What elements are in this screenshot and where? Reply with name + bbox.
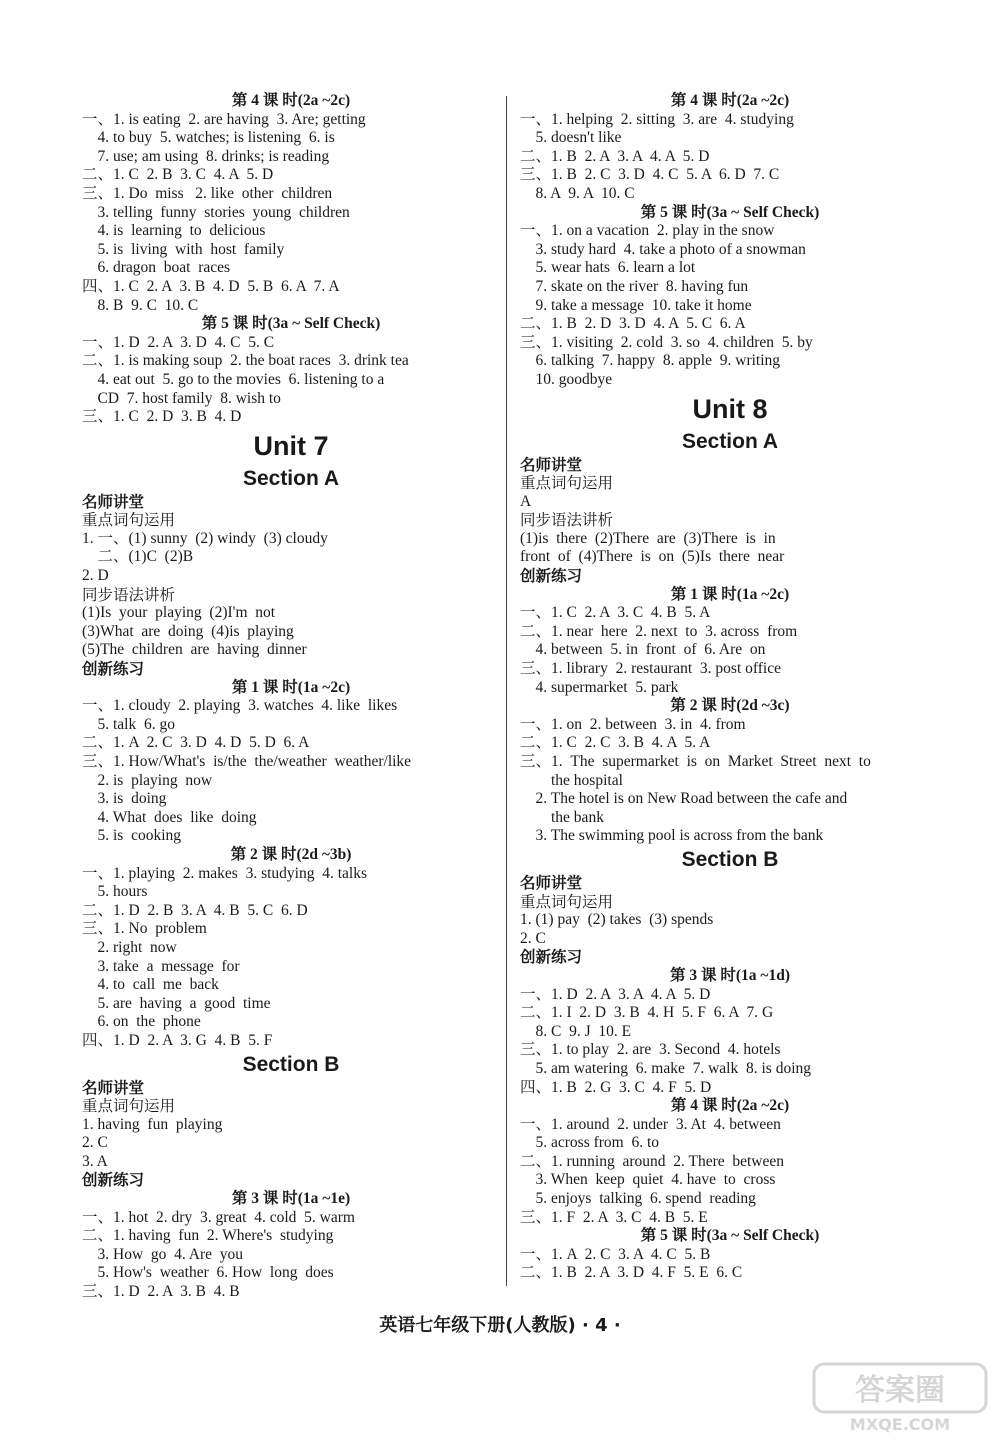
- answer-line: 二、1. running around 2. There between: [520, 1152, 785, 1170]
- subcategory-heading: 重点词句运用: [520, 474, 614, 493]
- answer-line: 2. The hotel is on New Road between the cafe and: [520, 790, 848, 808]
- section-title-section-b: Section B: [681, 847, 779, 871]
- answer-line: 5. am watering 6. make 7. walk 8. is doing: [520, 1059, 812, 1077]
- answer-line: 5. How's weather 6. How long does: [82, 1264, 334, 1282]
- answer-line: 二、1. B 2. A 3. A 4. A 5. D: [520, 147, 710, 165]
- answer-line: 5. doesn't like: [520, 129, 622, 147]
- answer-line: 一、1. D 2. A 3. D 4. C 5. C: [82, 333, 275, 351]
- section-title-section-a: Section A: [242, 466, 340, 490]
- answer-line: 三、1. to play 2. are 3. Second 4. hotels: [520, 1041, 781, 1059]
- answer-line: 二、1. I 2. D 3. B 4. H 5. F 6. A 7. G: [520, 1004, 774, 1022]
- left-column: [82, 92, 500, 1302]
- answer-line: 一、1. A 2. C 3. A 4. C 5. B: [520, 1245, 711, 1263]
- answer-line: 一、1. helping 2. sitting 3. are 4. studying: [520, 110, 794, 128]
- lesson-heading: 第 3 课 时(1a ~1e): [231, 1190, 351, 1208]
- subcategory-heading: 同步语法讲析: [82, 585, 176, 604]
- answer-line: 5. wear hats 6. learn a lot: [520, 259, 696, 277]
- category-heading: 名师讲堂: [520, 873, 583, 892]
- svg-text:答案圈: 答案圈: [855, 1373, 945, 1408]
- answer-line: 二、1. B 2. A 3. D 4. F 5. E 6. C: [520, 1264, 743, 1282]
- answer-line: 一、1. D 2. A 3. A 4. A 5. D: [520, 985, 711, 1003]
- answer-line: 2. right now: [82, 938, 177, 956]
- answer-line: 4. What does like doing: [82, 808, 257, 826]
- lesson-heading: 第 5 课 时(3a ~ Self Check): [640, 1227, 820, 1245]
- answer-line: 4. to call me back: [82, 976, 219, 994]
- lesson-heading: 第 5 课 时(3a ~ Self Check): [640, 203, 820, 221]
- category-heading: 名师讲堂: [82, 492, 145, 511]
- answer-line: 2. is playing now: [82, 771, 213, 789]
- answer-line: 三、1. visiting 2. cold 3. so 4. children 5. by: [520, 333, 813, 351]
- category-heading: 创新练习: [520, 948, 583, 967]
- answer-line: (3)What are doing (4)is playing: [82, 622, 294, 640]
- answer-line: 5. enjoys talking 6. spend reading: [520, 1190, 756, 1208]
- lesson-heading: 第 2 课 时(2d ~3c): [670, 697, 790, 715]
- answer-line: the bank: [520, 808, 604, 826]
- answer-line: 一、1. on 2. between 3. in 4. from: [520, 715, 746, 733]
- answer-line: 4. supermarket 5. park: [520, 678, 679, 696]
- answer-line: 三、1. B 2. C 3. D 4. C 5. A 6. D 7. C: [520, 166, 780, 184]
- answer-line: 10. goodbye: [520, 370, 613, 388]
- answer-line: 二、1. D 2. B 3. A 4. B 5. C 6. D: [82, 901, 308, 919]
- subcategory-heading: 同步语法讲析: [520, 511, 614, 530]
- answer-line: 4. between 5. in front of 6. Are on: [520, 641, 766, 659]
- answer-line: 4. eat out 5. go to the movies 6. listening to a: [82, 370, 385, 388]
- answer-line: 三、1. How/What's is/the the/weather weather/like: [82, 753, 412, 770]
- category-heading: 创新练习: [82, 1171, 145, 1190]
- section-title-section-a: Section A: [681, 429, 779, 453]
- answer-line: 7. skate on the river 8. having fun: [520, 277, 749, 295]
- answer-line: 7. use; am using 8. drinks; is reading: [82, 147, 330, 165]
- lesson-heading: 第 2 课 时(2d ~3b): [230, 845, 352, 863]
- lesson-heading: 第 4 课 时(2a ~2c): [231, 92, 351, 109]
- answer-line: 9. take a message 10. take it home: [520, 296, 752, 314]
- answer-line: 3. take a message for: [82, 957, 240, 975]
- answer-line: 4. to buy 5. watches; is listening 6. is: [82, 129, 335, 147]
- answer-line: 三、1. D 2. A 3. B 4. B: [82, 1283, 240, 1301]
- answer-line: 二、1. near here 2. next to 3. across from: [520, 622, 798, 640]
- answer-line: 6. dragon boat races: [82, 259, 231, 277]
- answer-line: 一、1. hot 2. dry 3. great 4. cold 5. warm: [82, 1208, 355, 1226]
- answer-line: 6. talking 7. happy 8. apple 9. writing: [520, 352, 781, 370]
- watermark-logo: [812, 1362, 988, 1434]
- answer-line: 5. is living with host family: [82, 240, 285, 258]
- category-heading: 名师讲堂: [82, 1078, 145, 1097]
- answer-line: A: [520, 492, 532, 510]
- answer-line: 一、1. cloudy 2. playing 3. watches 4. like likes: [82, 697, 398, 715]
- answer-line: 5. is cooking: [82, 827, 182, 845]
- answer-line: 5. are having a good time: [82, 994, 271, 1012]
- answer-line: 3. A: [82, 1152, 108, 1170]
- answer-line: (1)Is your playing (2)I'm not: [82, 604, 276, 622]
- category-heading: 创新练习: [520, 567, 583, 586]
- answer-line: 3. When keep quiet 4. have to cross: [520, 1171, 776, 1189]
- subcategory-heading: 重点词句运用: [82, 1097, 176, 1116]
- unit-title-unit-8: Unit 8: [692, 393, 768, 424]
- answer-line: 5. talk 6. go: [82, 715, 175, 733]
- lesson-heading: 第 3 课 时(1a ~1d): [669, 966, 790, 984]
- column-divider: [506, 96, 507, 1286]
- answer-line: 二、1. C 2. C 3. B 4. A 5. A: [520, 734, 711, 752]
- answer-line: 三、1. F 2. A 3. C 4. B 5. E: [520, 1208, 708, 1226]
- lesson-heading: 第 4 课 时(2a ~2c): [670, 92, 790, 109]
- answer-line: 三、1. No problem: [82, 920, 207, 938]
- answer-line: 6. on the phone: [82, 1013, 201, 1031]
- answer-line: 四、1. B 2. G 3. C 4. F 5. D: [520, 1078, 712, 1096]
- answer-line: 二、1. C 2. B 3. C 4. A 5. D: [82, 166, 274, 184]
- category-heading: 名师讲堂: [520, 455, 583, 474]
- answer-line: 四、1. D 2. A 3. G 4. B 5. F: [82, 1031, 273, 1049]
- answer-line: the hospital: [520, 771, 623, 789]
- answer-line: 1. having fun playing: [82, 1115, 223, 1133]
- answer-line: 二、1. A 2. C 3. D 4. D 5. D 6. A: [82, 734, 310, 752]
- answer-line: 二、1. is making soup 2. the boat races 3. drink tea: [82, 352, 409, 370]
- answer-line: 3. How go 4. Are you: [82, 1245, 244, 1263]
- answer-line: 8. C 9. J 10. E: [520, 1022, 632, 1040]
- answer-line: 三、1. library 2. restaurant 3. post office: [520, 660, 781, 678]
- page-footer: 英语七年级下册(人教版) · 4 ·: [379, 1315, 621, 1336]
- answer-line: 一、1. on a vacation 2. play in the snow: [520, 222, 775, 240]
- answer-line: 一、1. around 2. under 3. At 4. between: [520, 1115, 781, 1133]
- lesson-heading: 第 5 课 时(3a ~ Self Check): [201, 315, 381, 333]
- subcategory-heading: 重点词句运用: [82, 511, 176, 530]
- section-title-section-b: Section B: [242, 1052, 340, 1076]
- lesson-heading: 第 4 课 时(2a ~2c): [670, 1097, 790, 1115]
- answer-line: CD 7. host family 8. wish to: [82, 389, 281, 407]
- answer-line: 一、1. C 2. A 3. C 4. B 5. A: [520, 604, 711, 622]
- answer-line: 1. 一、(1) sunny (2) windy (3) cloudy: [82, 529, 328, 547]
- answer-line: 三、1. Do miss 2. like other children: [82, 184, 333, 202]
- answer-line: 四、1. C 2. A 3. B 4. D 5. B 6. A 7. A: [82, 277, 340, 295]
- category-heading: 创新练习: [82, 660, 145, 679]
- right-column: [520, 92, 940, 1283]
- answer-line: 5. across from 6. to: [520, 1134, 660, 1152]
- answer-line: 3. is doing: [82, 790, 167, 808]
- subcategory-heading: 重点词句运用: [520, 892, 614, 911]
- answer-line: 3. study hard 4. take a photo of a snowman: [520, 240, 806, 258]
- answer-line: (5)The children are having dinner: [82, 641, 307, 659]
- answer-line: 一、1. playing 2. makes 3. studying 4. talks: [82, 864, 368, 882]
- answer-line: 二、1. having fun 2. Where's studying: [82, 1227, 334, 1245]
- answer-line: 三、1. C 2. D 3. B 4. D: [82, 408, 242, 426]
- answer-line: 二、(1)C (2)B: [82, 548, 194, 566]
- lesson-heading: 第 1 课 时(1a ~2c): [231, 678, 351, 696]
- answer-line: 8. A 9. A 10. C: [520, 184, 635, 202]
- answer-line: 2. C: [520, 929, 546, 947]
- answer-line: 5. hours: [82, 883, 148, 901]
- answer-line: 3. The swimming pool is across from the bank: [520, 827, 824, 845]
- answer-line: (1)is there (2)There are (3)There is in: [520, 529, 776, 547]
- answer-line: 8. B 9. C 10. C: [82, 296, 199, 314]
- answer-line: 一、1. is eating 2. are having 3. Are; getting: [82, 110, 366, 128]
- answer-line: 1. (1) pay (2) takes (3) spends: [520, 911, 714, 929]
- answer-line: 二、1. B 2. D 3. D 4. A 5. C 6. A: [520, 315, 746, 333]
- answer-line: front of (4)There is on (5)Is there near: [520, 548, 785, 566]
- lesson-heading: 第 1 课 时(1a ~2c): [670, 585, 790, 603]
- svg-text:MXQE.COM: MXQE.COM: [849, 1415, 951, 1434]
- answer-line: 4. is learning to delicious: [82, 222, 266, 240]
- unit-title-unit-7: Unit 7: [253, 430, 329, 461]
- answer-line: 三、1. The supermarket is on Market Street next to: [520, 753, 871, 770]
- answer-line: 2. D: [82, 567, 109, 585]
- answer-line: 3. telling funny stories young children: [82, 203, 350, 221]
- answer-line: 2. C: [82, 1134, 108, 1152]
